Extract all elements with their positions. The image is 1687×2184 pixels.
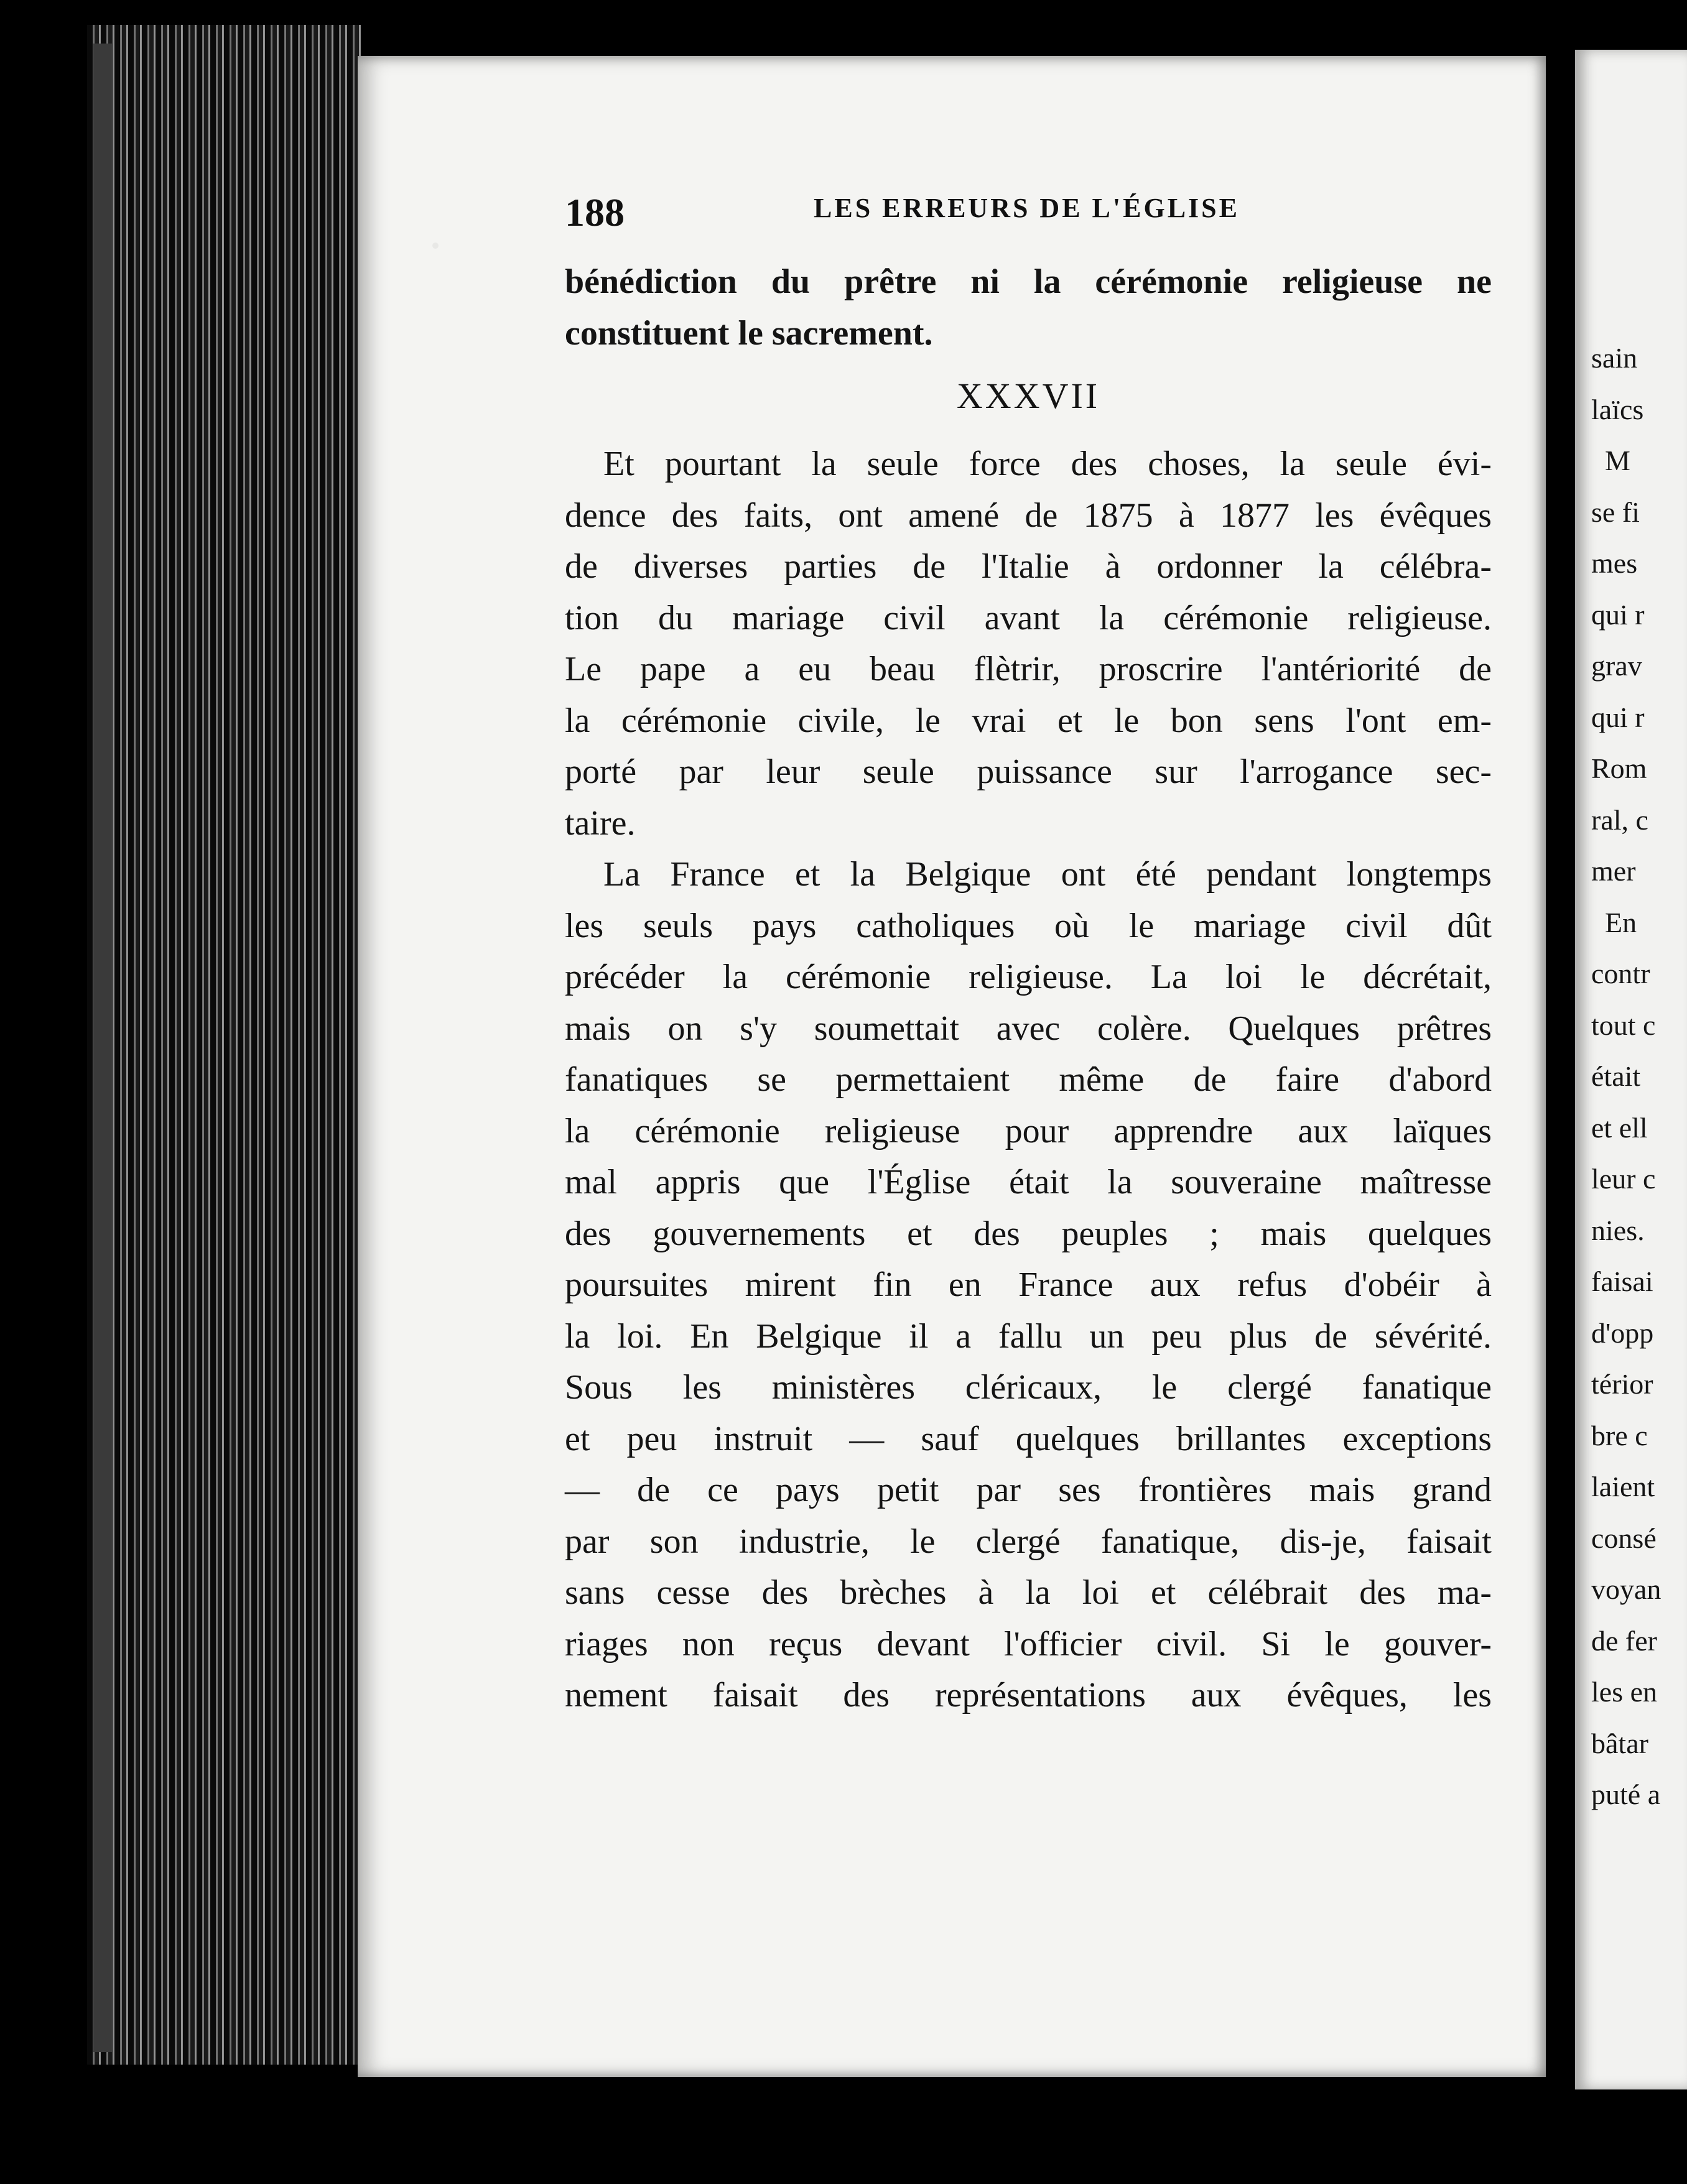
section-heading: XXXVII — [956, 376, 1100, 416]
text-line: précéder la cérémonie religieuse. La loi le décrétait, — [565, 958, 1492, 996]
text-line: La France et la Belgique ont été pendant longtemps — [603, 855, 1492, 894]
text-line: mais on s'y soumettait avec colère. Quelques prêtres — [565, 1009, 1492, 1048]
text-line: des gouvernements et des peuples ; mais quelques — [565, 1214, 1492, 1253]
right-page-line: bâtar — [1591, 1727, 1648, 1759]
text-line: mal appris que l'Église était la souveraine maîtresse — [565, 1163, 1492, 1201]
right-page-line: leur c — [1591, 1163, 1656, 1195]
right-page-line: grav — [1591, 650, 1642, 682]
text-line: par son industrie, le clergé fanatique, dis-je, faisait — [565, 1522, 1492, 1561]
right-page-line: sain — [1591, 342, 1638, 374]
text-line: porté par leur seule puissance sur l'arrogance sec- — [565, 752, 1492, 791]
right-page-fragment — [1575, 50, 1687, 2089]
right-page-line: mer — [1591, 855, 1636, 887]
right-page-line: térior — [1591, 1368, 1653, 1400]
text-line: la cérémonie civile, le vrai et le bon sens l'ont em- — [565, 701, 1492, 740]
right-page-line: bre c — [1591, 1419, 1648, 1451]
text-line: — de ce pays petit par ses frontières mais grand — [565, 1471, 1492, 1509]
text-line: les seuls pays catholiques où le mariage civil dût — [565, 906, 1492, 945]
right-page-line: d'opp — [1591, 1316, 1654, 1349]
book-spine-edge — [93, 44, 112, 2052]
paragraph-1 — [565, 438, 1492, 849]
paragraph-2 — [565, 849, 1492, 1721]
body-text — [565, 256, 1492, 1721]
paper-speck — [432, 243, 439, 249]
right-page-line: En — [1605, 906, 1637, 938]
right-page-line: se fi — [1591, 496, 1640, 528]
right-page-line: ral, c — [1591, 803, 1648, 836]
right-page-line: faisai — [1591, 1266, 1653, 1297]
text-line: dence des faits, ont amené de 1875 à 1877 les évêques — [565, 496, 1492, 535]
right-page-line: mes — [1591, 547, 1638, 579]
right-page-line: consé — [1591, 1522, 1657, 1554]
text-line: fanatiques se permettaient même de faire d'abord — [565, 1060, 1492, 1099]
right-page-line: de fer — [1591, 1624, 1657, 1657]
opening-lines — [565, 256, 1492, 359]
text-line: de diverses parties de l'Italie à ordonner la célébra- — [565, 547, 1492, 586]
text-line: riages non reçus devant l'officier civil. Si le gouver- — [565, 1624, 1492, 1663]
page-edges — [87, 25, 361, 2065]
text-line: Le pape a eu beau flètrir, proscrire l'antériorité de — [565, 650, 1492, 688]
text-line: constituent le sacrement. — [565, 313, 933, 353]
right-page-line: M — [1605, 445, 1630, 476]
page-gutter — [1546, 37, 1575, 2102]
text-line: nement faisait des représentations aux évêques, les — [565, 1676, 1492, 1714]
text-line: taire. — [565, 803, 636, 843]
right-page-line: était — [1591, 1060, 1641, 1092]
right-page-line: voyan — [1591, 1573, 1661, 1605]
right-page-line: Rom — [1591, 752, 1647, 784]
text-line: la cérémonie religieuse pour apprendre aux laïques — [565, 1111, 1492, 1150]
page-number: 188 — [565, 190, 625, 234]
text-line: bénédiction du prêtre ni la cérémonie religieuse ne — [565, 262, 1492, 301]
text-line: poursuites mirent fin en France aux refus d'obéir à — [565, 1266, 1492, 1304]
right-page-line: laient — [1591, 1471, 1655, 1502]
right-page-line: laïcs — [1591, 393, 1644, 425]
text-line: la loi. En Belgique il a fallu un peu plus de sévérité. — [565, 1316, 1492, 1356]
right-page-line: qui r — [1591, 701, 1645, 733]
right-page-line: qui r — [1591, 598, 1645, 631]
text-line: tion du mariage civil avant la cérémonie religieuse. — [565, 598, 1492, 637]
running-title: LES ERREURS DE L'ÉGLISE — [814, 193, 1240, 223]
text-line: et peu instruit — sauf quelques brillantes exceptions — [565, 1419, 1492, 1458]
right-page-line: nies. — [1591, 1214, 1645, 1246]
text-line: Sous les ministères cléricaux, le clergé fanatique — [565, 1368, 1492, 1407]
right-page-text — [1591, 333, 1661, 1821]
right-page-line: et ell — [1591, 1111, 1648, 1144]
right-page-line: contr — [1591, 958, 1650, 989]
right-page-line: les en — [1591, 1676, 1658, 1708]
text-line: Et pourtant la seule force des choses, la seule évi- — [603, 445, 1492, 483]
right-page-line: puté a — [1591, 1779, 1661, 1810]
text-line: sans cesse des brèches à la loi et célébrait des ma- — [565, 1573, 1492, 1612]
right-page-line: tout c — [1591, 1009, 1656, 1041]
